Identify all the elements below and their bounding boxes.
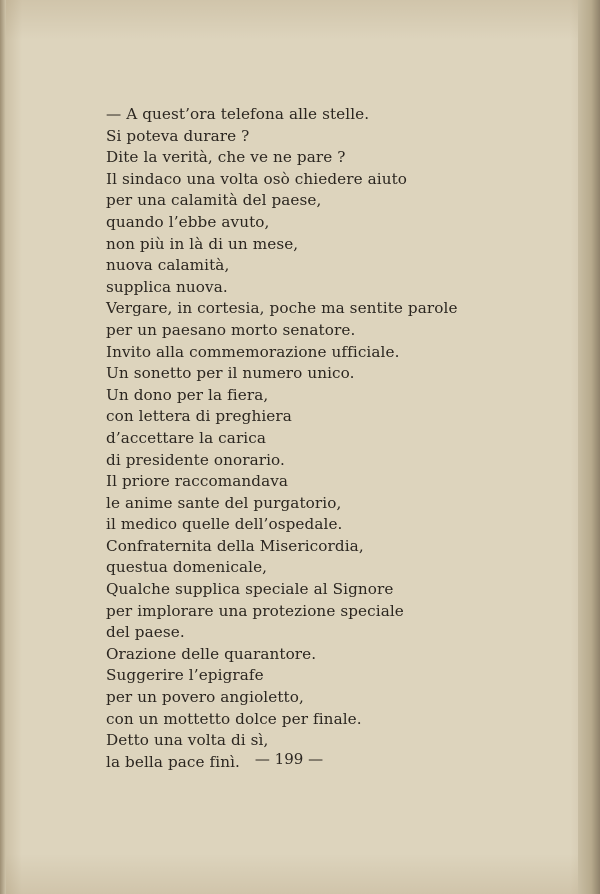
poem-line: per un povero angioletto, xyxy=(106,688,304,707)
poem-line: non più in là di un mese, xyxy=(106,234,299,253)
poem-line: la bella pace finì. xyxy=(106,752,240,771)
poem-line: Invito alla commemorazione ufficiale. xyxy=(106,342,400,361)
poem-line: Il priore raccomandava xyxy=(106,472,289,491)
poem-line: le anime sante del purgatorio, xyxy=(106,493,342,512)
poem-line: del paese. xyxy=(106,623,185,642)
poem-line: con un mottetto dolce per finale. xyxy=(106,709,362,728)
poem-line: con lettera di preghiera xyxy=(106,407,292,426)
poem-line: il medico quelle dell’ospedale. xyxy=(106,515,343,534)
poem-line: Dite la verità, che ve ne pare ? xyxy=(106,148,346,167)
poem-line: Detto una volta di sì, xyxy=(106,731,269,750)
poem-line: Si poteva durare ? xyxy=(106,126,250,145)
poem-line: Suggerire l’epigrafe xyxy=(106,666,264,685)
poem-line: Confraternita della Misericordia, xyxy=(106,536,364,555)
poem-line: Un dono per la fiera, xyxy=(106,385,269,404)
poem-line: Il sindaco una volta osò chiedere aiuto xyxy=(106,169,408,188)
page-number: — 199 — xyxy=(254,750,324,768)
poem-line: questua domenicale, xyxy=(106,558,268,577)
poem-line: di presidente onorario. xyxy=(106,450,285,469)
poem-text xyxy=(106,104,458,773)
poem-line: supplica nuova. xyxy=(106,277,228,296)
page-edge xyxy=(578,0,600,894)
poem-line: nuova calamità, xyxy=(106,256,230,275)
poem-line: quando l’ebbe avuto, xyxy=(106,212,270,231)
poem-line: — A quest’ora telefona alle stelle. xyxy=(106,105,370,123)
poem-line: d’accettare la carica xyxy=(106,428,267,447)
poem-line: per un paesano morto senatore. xyxy=(106,320,356,339)
poem-line: Qualche supplica speciale al Signore xyxy=(106,580,394,599)
poem-line: Orazione delle quarantore. xyxy=(106,644,317,663)
poem-line: Vergare, in cortesia, poche ma sentite parole xyxy=(106,299,458,318)
poem-line: per una calamità del paese, xyxy=(106,191,322,210)
poem-line: Un sonetto per il numero unico. xyxy=(106,364,355,383)
poem-line: per implorare una protezione speciale xyxy=(106,601,404,620)
